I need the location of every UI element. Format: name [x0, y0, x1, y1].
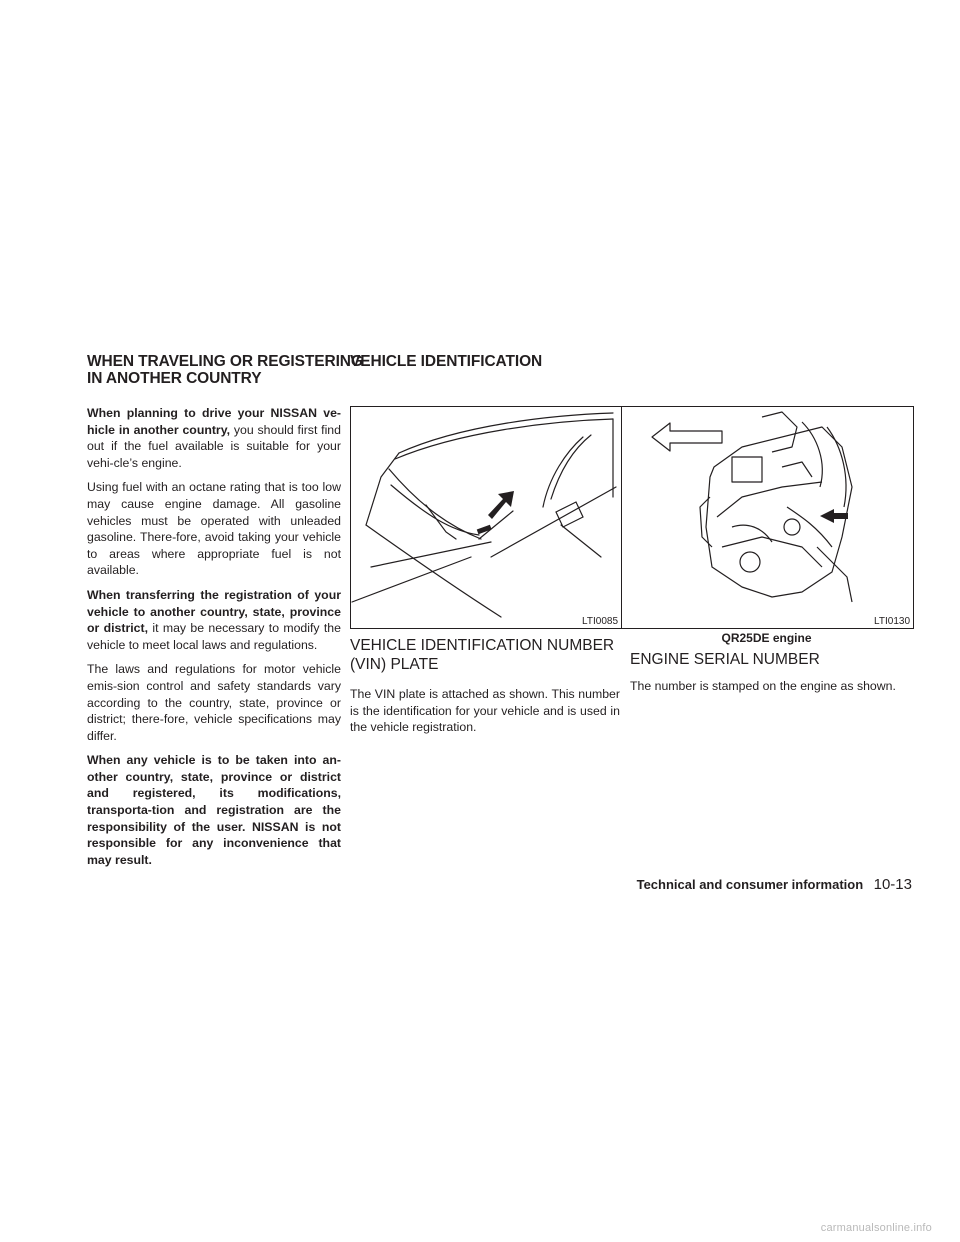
paragraph-octane: Using fuel with an octane rating that is too low may cause engine damage. All gasoline vehicles must be operated with unleaded gasoline. There-fore, avoid taking your vehicle to areas where appropriate fuel is not available.: [87, 480, 341, 578]
windshield-illustration: [351, 407, 621, 628]
engine-illustration: [622, 407, 913, 628]
vin-plate-mark: [477, 525, 492, 534]
paragraph-registration: When transferring the registration of your vehicle to another country, state, province or district, it may be necessary to modify the vehicle to meet local laws and regulations.: [87, 587, 341, 652]
paragraph-laws: The laws and regulations for motor vehicle emis-sion control and safety standards vary according to the country, state, province or district; there-fore, vehicle specifications may differ.: [87, 662, 341, 743]
watermark: carmanualsonline.info: [820, 1222, 932, 1234]
arrow-icon: [488, 491, 514, 519]
figure-code-vin: LTI0085: [582, 616, 618, 627]
traveling-text-column: [87, 405, 341, 876]
engine-figure: [621, 406, 914, 629]
section-heading-vehicle-identification: VEHICLE IDENTIFICATION: [350, 353, 543, 370]
footer-section-label: Technical and consumer information: [636, 877, 864, 892]
vin-plate-figure: [350, 406, 622, 629]
engine-serial-heading: ENGINE SERIAL NUMBER: [630, 651, 820, 668]
vin-plate-heading: VEHICLE IDENTIFICATION NUMBER (VIN) PLATE: [350, 637, 615, 673]
direction-arrow-icon: [652, 423, 722, 451]
paragraph-responsibility: When any vehicle is to be taken into an-other country, state, province or district and registered, its modifications, transporta-tion and registration are the responsibility of the user. NISSAN is not responsible for any inconvenience that may result.: [87, 753, 341, 867]
page-footer: [637, 876, 912, 894]
page-number: 10-13: [873, 876, 912, 893]
paragraph-planning: When planning to drive your NISSAN ve-hicle in another country, you should first find out if the fuel available is suitable for your vehi-cle’s engine.: [87, 406, 341, 470]
engine-serial-description: The number is stamped on the engine as shown.: [630, 679, 896, 693]
engine-serial-section: [630, 650, 912, 695]
engine-caption: QR25DE engine: [721, 631, 812, 645]
figure-code-engine: LTI0130: [874, 616, 910, 627]
vin-plate-description: The VIN plate is attached as shown. This number is the identification for your vehicle and is used in the vehicle registration.: [350, 687, 620, 735]
vin-plate-section: [350, 636, 620, 736]
section-heading-traveling: WHEN TRAVELING OR REGISTERING IN ANOTHER COUNTRY: [87, 353, 363, 387]
arrow-icon: [820, 509, 848, 523]
